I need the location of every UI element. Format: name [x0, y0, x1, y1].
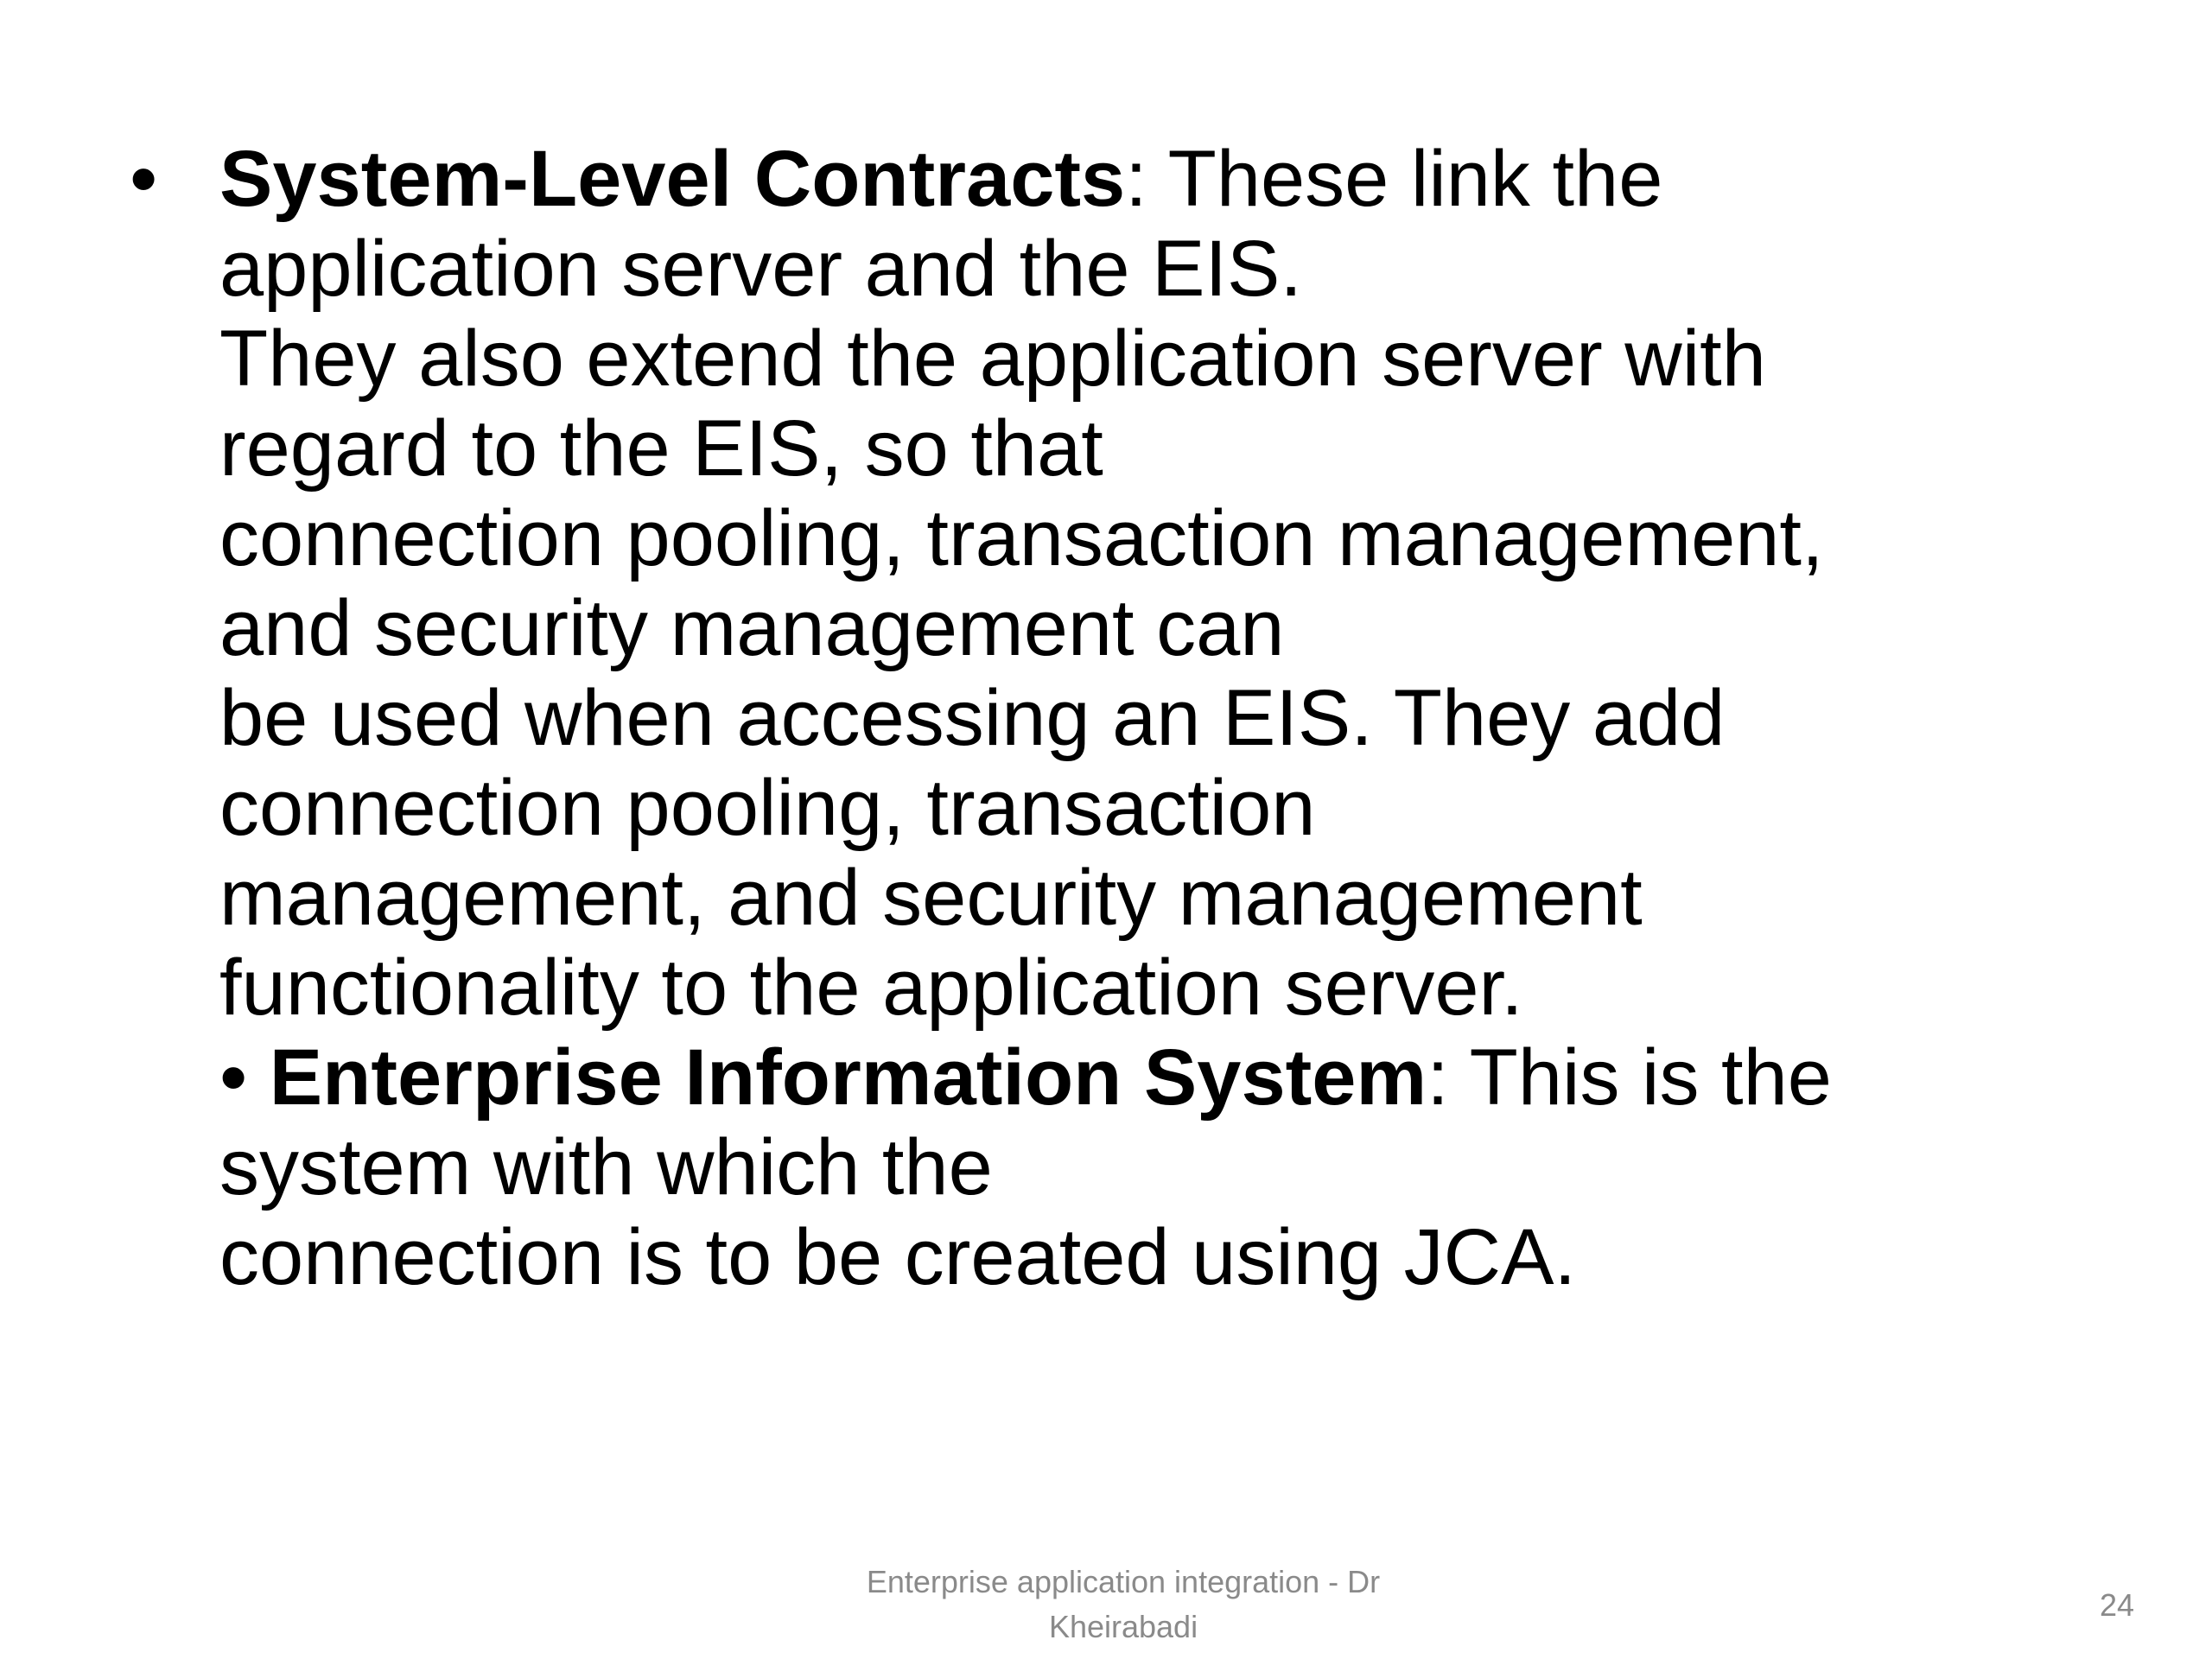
- text-line: [219, 314, 2074, 404]
- line-text: They also extend the application server with: [219, 315, 1766, 403]
- line-text: application server and the EIS.: [219, 225, 1302, 313]
- line-text: regard to the EIS, so that: [219, 404, 1103, 493]
- line-text: be used when accessing an EIS. They add: [219, 674, 1726, 762]
- line-text: : This is the: [1427, 1033, 1832, 1122]
- line-text: management, and security management: [219, 854, 1643, 942]
- line-text: connection pooling, transaction: [219, 764, 1316, 852]
- bullet-icon: •: [130, 135, 158, 223]
- text-line: [219, 1033, 2074, 1122]
- slide-body: [130, 134, 2074, 1302]
- text-line: [219, 943, 2074, 1033]
- text-line: [219, 1212, 2074, 1302]
- text-line: [219, 404, 2074, 493]
- text-line: [219, 224, 2074, 314]
- text-line: [219, 853, 2074, 943]
- line-text: system with which the: [219, 1123, 993, 1211]
- text-line: [219, 1122, 2074, 1212]
- inline-bullet: •: [219, 1033, 270, 1122]
- bold-term: System-Level Contracts: [219, 135, 1126, 223]
- text-line: [219, 763, 2074, 853]
- footer-line: Kheirabadi: [1048, 1609, 1198, 1644]
- line-text: connection is to be created using JCA.: [219, 1213, 1577, 1301]
- page-number: 24: [2099, 1587, 2134, 1623]
- bullet-item: [130, 134, 2074, 1302]
- text-line: [219, 673, 2074, 763]
- line-text: and security management can: [219, 584, 1285, 672]
- line-text: functionality to the application server.: [219, 944, 1523, 1032]
- line-text: connection pooling, transaction management,: [219, 494, 1824, 582]
- text-line: [219, 493, 2074, 583]
- text-line: [219, 583, 2074, 673]
- bold-term: Enterprise Information System: [269, 1033, 1427, 1122]
- text-line: [219, 134, 2074, 224]
- line-text: : These link the: [1125, 135, 1663, 223]
- footer-caption: [778, 1560, 1469, 1649]
- footer-line: Enterprise application integration - Dr: [866, 1564, 1381, 1599]
